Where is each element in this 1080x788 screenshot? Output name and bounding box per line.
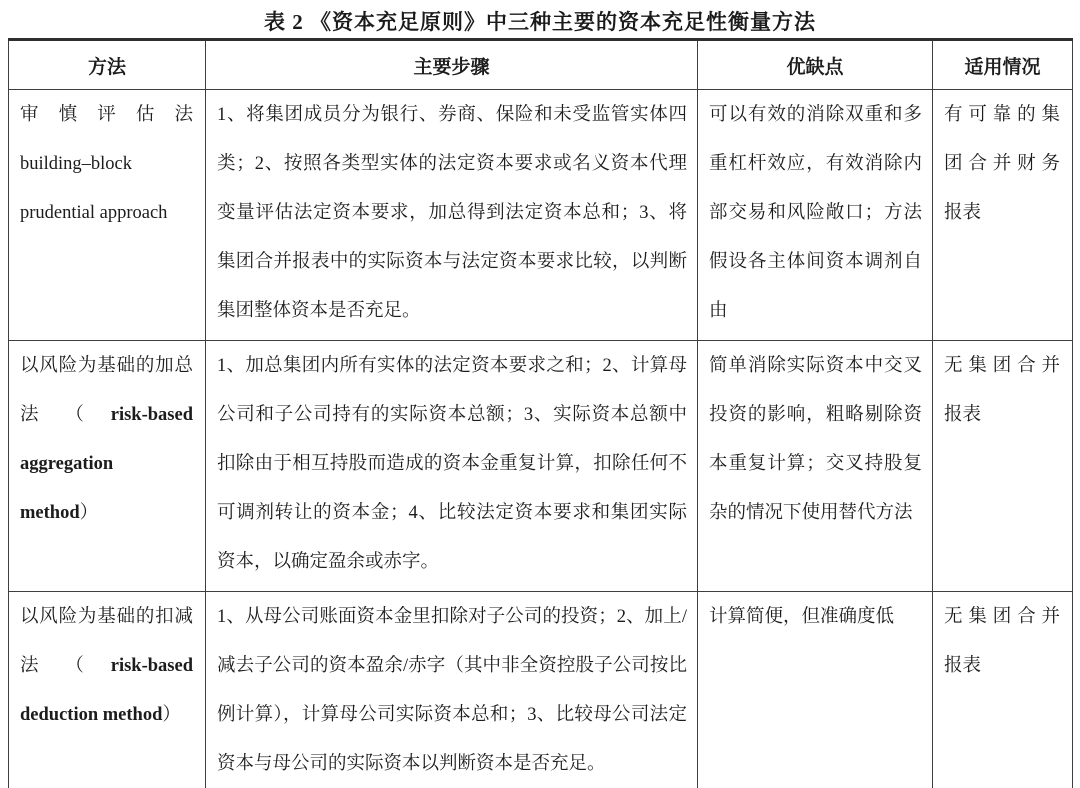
header-cell-pros-cons: 优缺点 bbox=[698, 40, 933, 90]
steps-cell: 1、加总集团内所有实体的法定资本要求之和；2、计算母公司和子公司持有的实际资本总额；3、实际资本总额中扣除由于相互持股而造成的资本金重复计算，扣除任何不可调剂转让的资本金；4、比较法定资本要求和集团实际资本，以确定盈余或赤字。 bbox=[206, 341, 698, 592]
header-cell-method: 方法 bbox=[9, 40, 206, 90]
applicable-cell: 有可靠的集 团合并财务 报表 bbox=[933, 90, 1073, 341]
table-caption: 表 2 《资本充足原则》中三种主要的资本充足性衡量方法 bbox=[264, 10, 816, 34]
header-cell-applicable: 适用情况 bbox=[933, 40, 1073, 90]
method-cell: 审慎评估法 building–block prudential approach bbox=[9, 90, 206, 341]
method-cell: 以风险为基础的扣减 法（risk-based deduction method） bbox=[9, 592, 206, 788]
pros-cons-cell: 计算简便，但准确度低 bbox=[698, 592, 933, 788]
applicable-cell: 无集团合并 报表 bbox=[933, 592, 1073, 788]
table-header-row bbox=[9, 40, 1073, 90]
pros-cons-cell: 简单消除实际资本中交叉投资的影响，粗略剔除资本重复计算；交叉持股复杂的情况下使用替代方法 bbox=[698, 341, 933, 592]
header-cell-steps: 主要步骤 bbox=[206, 40, 698, 90]
steps-cell: 1、从母公司账面资本金里扣除对子公司的投资；2、加上/减去子公司的资本盈余/赤字（其中非全资控股子公司按比例计算），计算母公司实际资本总和；3、比较母公司法定资本与母公司的实际资本以判断资本是否充足。 bbox=[206, 592, 698, 788]
pros-cons-cell: 可以有效的消除双重和多重杠杆效应，有效消除内部交易和风险敞口；方法假设各主体间资本调剂自由 bbox=[698, 90, 933, 341]
table-row-risk-based-aggregation bbox=[9, 341, 1073, 592]
applicable-cell: 无集团合并 报表 bbox=[933, 341, 1073, 592]
steps-cell: 1、将集团成员分为银行、券商、保险和未受监管实体四类；2、按照各类型实体的法定资本要求或名义资本代理变量评估法定资本要求，加总得到法定资本总和；3、将集团合并报表中的实际资本与法定资本要求比较，以判断集团整体资本是否充足。 bbox=[206, 90, 698, 341]
capital-adequacy-methods-table bbox=[8, 38, 1073, 788]
table-row-risk-based-deduction bbox=[9, 592, 1073, 788]
method-cell: 以风险为基础的加总 法（risk-based aggregation method） bbox=[9, 341, 206, 592]
table-row-prudential-approach bbox=[9, 90, 1073, 341]
